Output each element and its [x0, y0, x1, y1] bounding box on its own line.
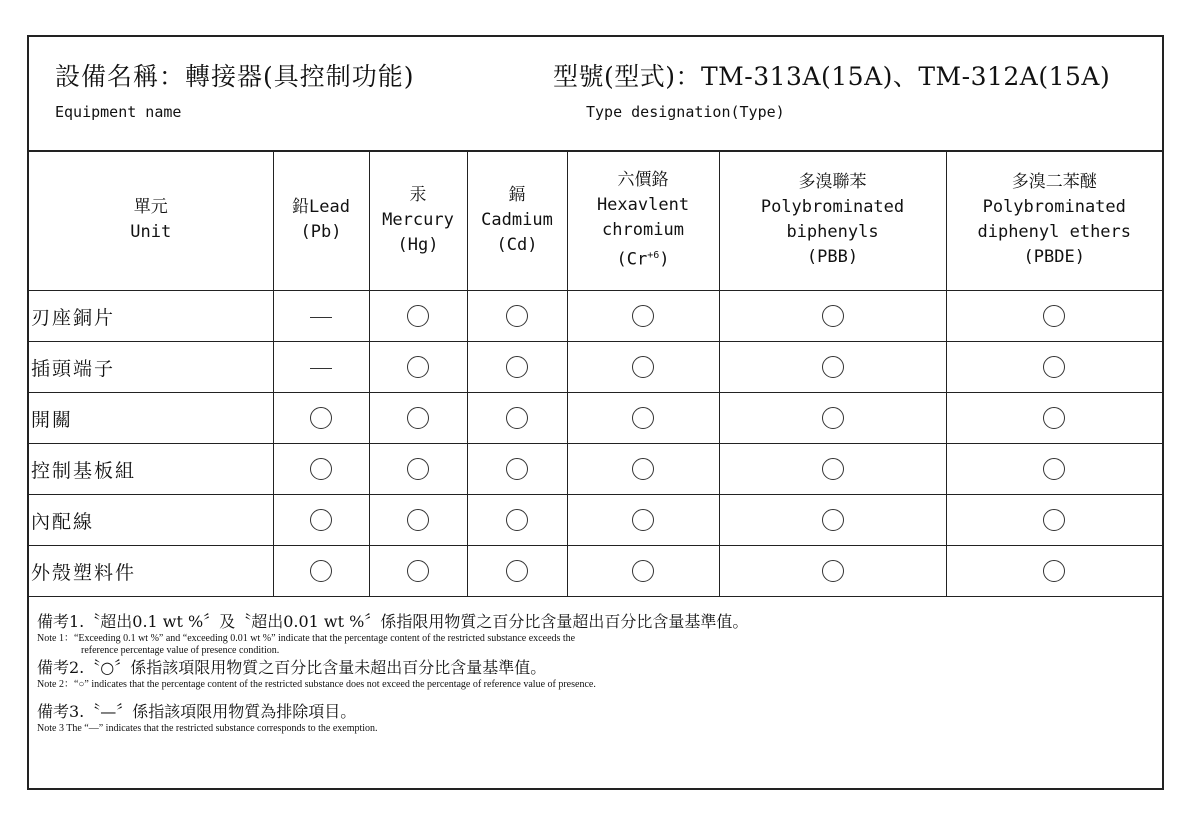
circle-mark [632, 407, 654, 429]
part-name: 插頭端子 [29, 342, 273, 393]
substance-cell [567, 393, 719, 444]
substance-cell [946, 444, 1162, 495]
circle-mark [407, 458, 429, 480]
substance-cell [946, 546, 1162, 597]
column-header-unit: 單元 Unit [29, 150, 273, 291]
circle-mark [506, 407, 528, 429]
circle-mark [1043, 458, 1065, 480]
substance-cell [273, 495, 369, 546]
column-header-hexavalent-chromium: 六價鉻 Hexavlent chromium $(Cr^{+6})$ [567, 150, 719, 291]
substance-cell [467, 444, 567, 495]
table-row [29, 546, 1162, 597]
substance-cell [567, 342, 719, 393]
circle-mark [822, 458, 844, 480]
table-row [29, 444, 1162, 495]
circle-mark [1043, 509, 1065, 531]
substance-cell [369, 546, 467, 597]
circle-mark [822, 509, 844, 531]
part-name: 刃座銅片 [29, 291, 273, 342]
circle-mark [1043, 305, 1065, 327]
circle-mark [632, 305, 654, 327]
circle-mark [310, 560, 332, 582]
substance-cell [567, 546, 719, 597]
substance-cell [273, 546, 369, 597]
circle-mark [407, 356, 429, 378]
substance-cell [946, 393, 1162, 444]
equipment-name-en: Equipment name [55, 103, 182, 121]
substance-cell [369, 342, 467, 393]
substance-cell [467, 342, 567, 393]
substance-cell [719, 342, 946, 393]
circle-mark [1043, 356, 1065, 378]
circle-mark [506, 560, 528, 582]
substance-cell [369, 393, 467, 444]
table-row [29, 393, 1162, 444]
table-row [29, 291, 1162, 342]
table-header-row [29, 150, 1162, 291]
substance-cell [273, 342, 369, 393]
part-name: 控制基板組 [29, 444, 273, 495]
circle-mark [506, 509, 528, 531]
circle-mark [822, 560, 844, 582]
note-1-zh: 備考1.〝超出0.1 wt %〞及〝超出0.01 wt %〞係指限用物質之百分比含量超出百分比含量基準值。 [37, 612, 749, 631]
dash-mark [310, 317, 332, 318]
circle-mark [632, 356, 654, 378]
rohs-declaration [27, 35, 1164, 790]
type-designation-en: Type designation(Type) [586, 103, 785, 121]
substance-cell [567, 444, 719, 495]
circle-mark [310, 407, 332, 429]
column-header-lead: 鉛Lead (Pb) [273, 150, 369, 291]
substance-cell [369, 291, 467, 342]
circle-mark [506, 458, 528, 480]
substance-cell [719, 495, 946, 546]
substance-cell [467, 393, 567, 444]
circle-mark [632, 560, 654, 582]
substance-cell [567, 291, 719, 342]
type-designation-title: 型號(型式)：TM-313A(15A)、TM-312A(15A) [553, 62, 1111, 91]
circle-mark [310, 458, 332, 480]
circle-mark [506, 305, 528, 327]
substance-cell [467, 291, 567, 342]
circle-mark [632, 509, 654, 531]
circle-mark [1043, 560, 1065, 582]
substance-cell [719, 444, 946, 495]
equipment-name-title: 設備名稱：轉接器(具控制功能) [55, 62, 415, 91]
note-3-zh: 備考3.〝—〞係指該項限用物質為排除項目。 [37, 702, 357, 721]
column-header-pbde: 多溴二苯醚 Polybrominated diphenyl ethers (PBDE) [946, 150, 1162, 291]
substance-cell [273, 291, 369, 342]
substance-cell [369, 444, 467, 495]
header [29, 37, 1162, 152]
circle-mark [407, 407, 429, 429]
substance-cell [369, 495, 467, 546]
substance-cell [273, 444, 369, 495]
column-header-pbb: 多溴聯苯 Polybrominated biphenyls (PBB) [719, 150, 946, 291]
column-header-cadmium: 鎘 Cadmium (Cd) [467, 150, 567, 291]
circle-mark [310, 509, 332, 531]
substance-table [29, 150, 1162, 597]
substance-cell [467, 546, 567, 597]
note-2-en: Note 2：“○” indicates that the percentage content of the restricted substance does not exceed the percentage of reference value of presence. [37, 679, 596, 690]
circle-mark [407, 509, 429, 531]
table-row [29, 495, 1162, 546]
substance-cell [273, 393, 369, 444]
notes-section [29, 597, 1162, 735]
substance-cell [567, 495, 719, 546]
dash-mark [310, 368, 332, 369]
substance-cell [946, 291, 1162, 342]
part-name: 開關 [29, 393, 273, 444]
circle-mark [822, 356, 844, 378]
note-1-en: Note 1：“Exceeding 0.1 wt %” and “exceeding 0.01 wt %” indicate that the percentage content of the restricted substance exceeds the reference percentage value of presence condition. [37, 633, 576, 656]
substance-cell [719, 546, 946, 597]
substance-cell [719, 291, 946, 342]
part-name: 外殼塑料件 [29, 546, 273, 597]
note-3-en: Note 3 The “—” indicates that the restricted substance corresponds to the exemption. [37, 723, 378, 734]
circle-mark [407, 305, 429, 327]
column-header-mercury: 汞 Mercury (Hg) [369, 150, 467, 291]
table-row [29, 342, 1162, 393]
circle-mark [407, 560, 429, 582]
substance-cell [467, 495, 567, 546]
circle-mark [632, 458, 654, 480]
circle-mark [1043, 407, 1065, 429]
note-2-zh: 備考2.〝○〞係指該項限用物質之百分比含量未超出百分比含量基準值。 [37, 658, 547, 677]
substance-cell [946, 495, 1162, 546]
circle-mark [822, 407, 844, 429]
substance-cell [946, 342, 1162, 393]
part-name: 內配線 [29, 495, 273, 546]
circle-mark [506, 356, 528, 378]
substance-cell [719, 393, 946, 444]
circle-mark [822, 305, 844, 327]
